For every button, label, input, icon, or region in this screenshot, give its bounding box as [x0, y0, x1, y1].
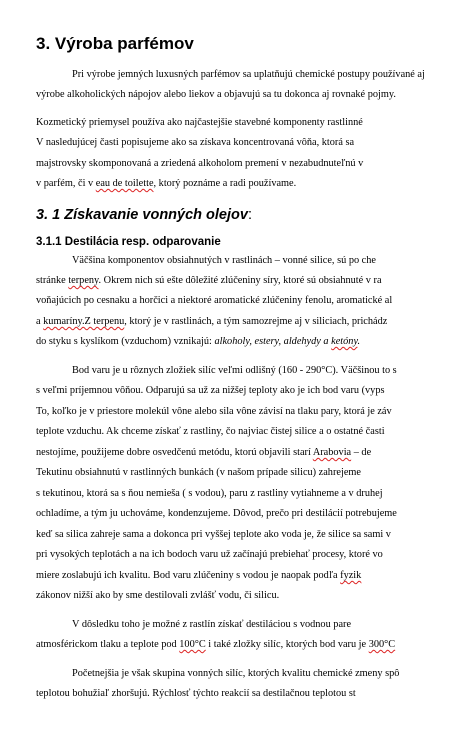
text-line: atmosférickom tlaku a teplote pod 100°C i také zložky silíc, ktorých bod varu je 300°C	[36, 639, 396, 650]
text-line: a kumaríny.Z terpenu, ktorý je v rastlinách, a tým samozrejme aj v siliciach, prichádz	[36, 316, 388, 327]
spellcheck-word: kumaríny.Z terpenu	[43, 316, 125, 327]
section-heading: 3. 1 Získavanie vonných olejov:	[36, 207, 252, 223]
text-line: nestojíme, použijeme dobre osvedčenú metódu, ktorú objavili starí Arabovia – de	[36, 447, 372, 458]
text-line: Kozmetický priemysel používa ako najčastejšie stavebné komponenty rastlinné	[36, 117, 363, 128]
text-line: majstrovsky skomponovaná a zriedená alkoholom premení v nezabudnuteľnú v	[36, 158, 364, 169]
text-line: V dôsledku toho je možné z rastlín získať destiláciou s vodnou pare	[72, 619, 352, 630]
text-line: s tekutinou, ktorá sa s ňou nemieša ( s vodou), paru z rastliny vytiahneme a v druhej	[36, 488, 383, 499]
spellcheck-word: Arabovia	[312, 447, 352, 458]
subsection-heading: 3.1.1 Destilácia resp. odparovanie	[36, 236, 221, 248]
text-line: zákonov nižší ako by sme destilovali zvlášť vodu, či silicu.	[36, 590, 280, 601]
text-line: voňajúcich po cesnaku a horčici a niektoré aromatické zlúčeniny fenolu, aromatické al	[36, 295, 393, 306]
spellcheck-word: ketóny	[331, 336, 358, 347]
text-line: do styku s kyslíkom (vzduchom) vznikajú: alkoholy, estery, aldehydy a ketóny.	[36, 336, 361, 347]
text-line: s veľmi príjemnou vôňou. Odparujú sa už za nižšej teploty ako je ich bod varu (vyps	[36, 385, 385, 396]
text-line: Pri výrobe jemných luxusných parfémov sa uplatňujú chemické postupy používané aj	[72, 69, 425, 80]
text-line: pri vysokých teplotách a na ich bodoch varu už začínajú prebiehať procesy, ktoré vo	[36, 549, 383, 560]
text-line: výrobe alkoholických nápojov alebo liekov a objavujú sa tu dokonca aj rovnaké pojmy.	[36, 89, 396, 100]
text-line: Bod varu je u rôznych zložiek silíc veľmi odlišný (160 - 290°C). Väčšinou to s	[72, 365, 397, 376]
text-line: ochladíme, a tým ju uchováme, kondenzujeme. Dôvod, prečo pri destilácií potrebujeme	[36, 508, 397, 519]
spellcheck-word: 100°C	[179, 639, 206, 650]
text-line: Tekutinu obsiahnutú v rastlinných bunkách (v našom prípade silicu) zahrejeme	[36, 467, 361, 478]
spellcheck-word: fyzik	[340, 570, 362, 581]
text-line: teplotou bohužiaľ zhoršujú. Rýchlosť týchto reakcií sa destilačnou teplotou st	[36, 688, 356, 699]
chapter-heading: 3. Výroba parfémov	[36, 34, 194, 53]
spellcheck-word: eau de toilette	[95, 178, 154, 189]
spellcheck-word: 300°C	[368, 639, 396, 650]
text-line: teplote vzduchu. Ak chceme získať z rastliny, čo najviac čistej silice a o ostatné časti	[36, 426, 385, 437]
text-line: To, koľko je v priestore molekúl vône alebo sila vône závisí na tlaku pary, ktorá je záv	[36, 406, 392, 417]
text-line: stránke terpeny. Okrem nich sú ešte dôležité zlúčeniny síry, ktoré sú obsiahnuté v ra	[36, 275, 382, 286]
text-line: V nasledujúcej časti popisujeme ako sa získava koncentrovaná vôňa, ktorá sa	[36, 137, 355, 148]
text-line: v parfém, či v eau de toilette, ktorý poznáme a radi používame.	[36, 178, 297, 189]
text-line: Väčšina komponentov obsiahnutých v rastlinách – vonné silice, sú po che	[72, 255, 376, 266]
text-line: Početnejšia je však skupina vonných silíc, ktorých kvalitu chemické zmeny spô	[72, 668, 400, 679]
text-line: miere zoslabujú ich kvalitu. Bod varu zlúčeniny s vodou je naopak podľa fyzik	[36, 570, 362, 581]
text-line: keď sa silica zahreje sama a dokonca pri vyššej teplote ako voda je, že silice sa sami v	[36, 529, 391, 540]
spellcheck-word: terpeny	[68, 275, 99, 286]
